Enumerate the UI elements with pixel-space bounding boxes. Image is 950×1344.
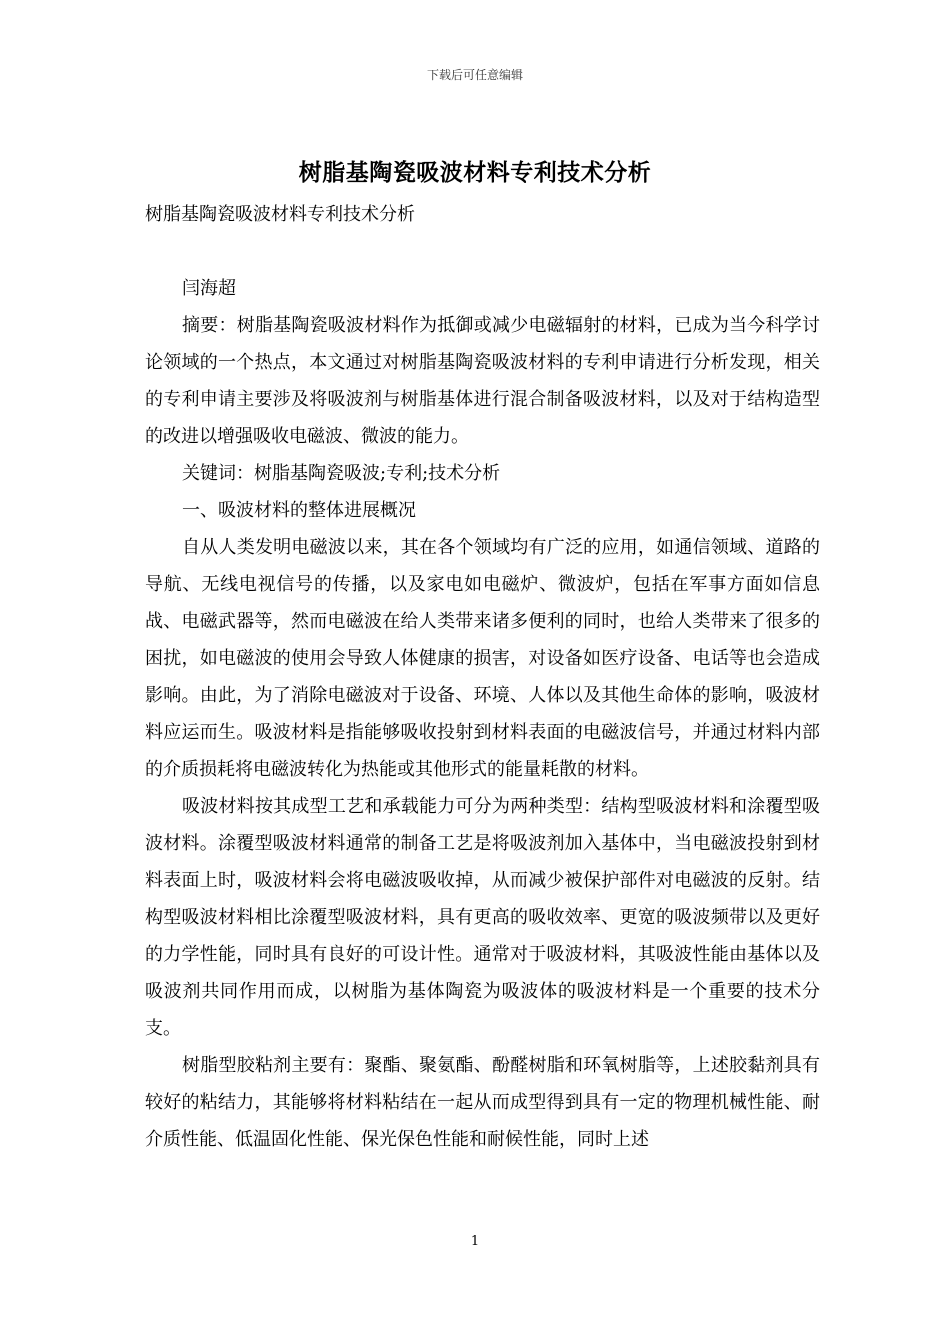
page-number: 1 [470,1234,480,1249]
document-title: 树脂基陶瓷吸波材料专利技术分析 [298,159,652,186]
body-paragraph: 自从人类发明电磁波以来，其在各个领域均有广泛的应用，如通信领域、道路的导航、无线电视信号的传播，以及家电如电磁炉、微波炉，包括在军事方面如信息战、电磁武器等，然而电磁波在给人类带来诸多便利的同时，也给人类带来了很多的困扰，如电磁波的使用会导致人体健康的损害，对设备如医疗设备、电话等也会造成影响。由此，为了消除电磁波对于设备、环境、人体以及其他生命体的影响，吸波材料应运而生。吸波材料是指能够吸收投射到材料表面的电磁波信号，并通过材料内部的介质损耗将电磁波转化为热能或其他形式的能量耗散的材料。 [145,537,820,780]
section-heading: 一、吸波材料的整体进展概况 [182,500,416,521]
document-body [145,196,820,1158]
body-paragraph: 树脂型胶粘剂主要有：聚酯、聚氨酯、酚醛树脂和环氧树脂等，上述胶黏剂具有较好的粘结力，其能够将材料粘结在一起从而成型得到具有一定的物理机械性能、耐介质性能、低温固化性能、保光保色性能和耐候性能，同时上述 [145,1055,820,1150]
keywords-line: 关键词：树脂基陶瓷吸波;专利;技术分析 [182,463,501,484]
page-header-note: 下载后可任意编辑 [426,68,523,82]
abstract-paragraph: 摘要：树脂基陶瓷吸波材料作为抵御或减少电磁辐射的材料，已成为当今科学讨论领域的一个热点，本文通过对树脂基陶瓷吸波材料的专利申请进行分析发现，相关的专利申请主要涉及将吸波剂与树脂基体进行混合制备吸波材料，以及对于结构造型的改进以增强吸收电磁波、微波的能力。 [145,315,820,447]
document-subtitle: 树脂基陶瓷吸波材料专利技术分析 [145,204,415,225]
body-paragraph: 吸波材料按其成型工艺和承载能力可分为两种类型：结构型吸波材料和涂覆型吸波材料。涂覆型吸波材料通常的制备工艺是将吸波剂加入基体中，当电磁波投射到材料表面上时，吸波材料会将电磁波吸收掉，从而减少被保护部件对电磁波的反射。结构型吸波材料相比涂覆型吸波材料，具有更高的吸收效率、更宽的吸波频带以及更好的力学性能，同时具有良好的可设计性。通常对于吸波材料，其吸波性能由基体以及吸波剂共同作用而成，以树脂为基体陶瓷为吸波体的吸波材料是一个重要的技术分支。 [145,796,820,1039]
author-name: 闫海超 [182,278,236,299]
